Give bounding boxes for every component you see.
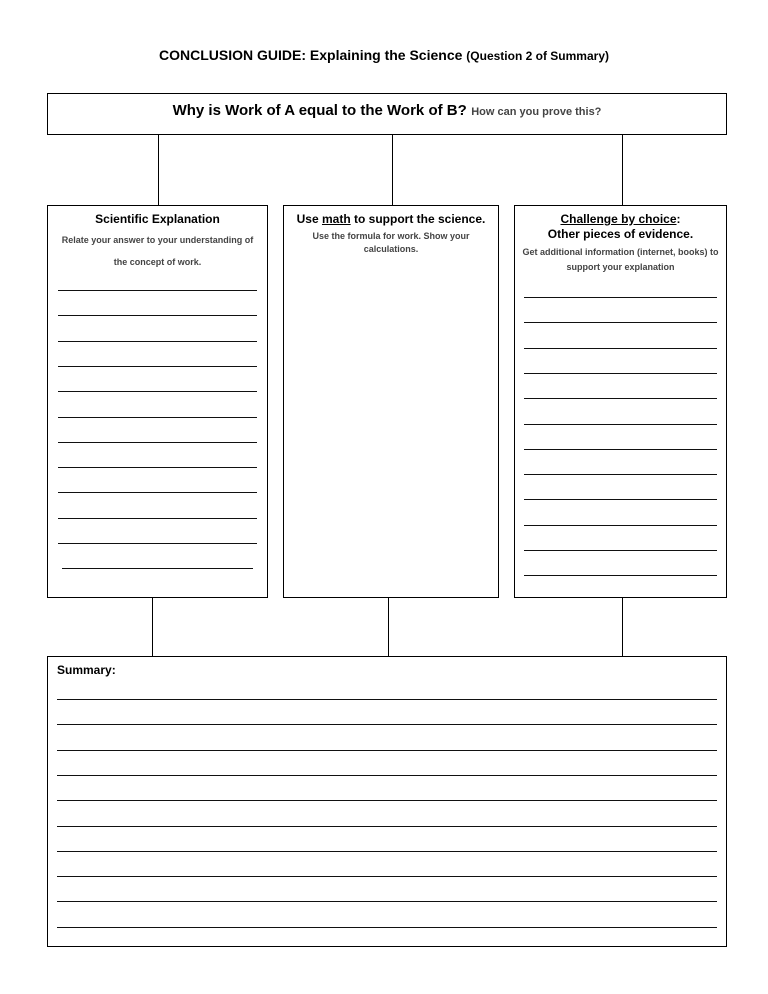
writing-line	[524, 297, 717, 298]
writing-line	[524, 550, 717, 551]
connector-line	[622, 135, 623, 205]
writing-line	[524, 348, 717, 349]
writing-line	[57, 699, 717, 700]
writing-line	[524, 398, 717, 399]
writing-line	[58, 366, 257, 367]
writing-line	[58, 543, 257, 544]
connector-line	[158, 135, 159, 205]
question-sub: How can you prove this?	[471, 106, 602, 118]
connector-line	[622, 598, 623, 656]
writing-line	[57, 724, 717, 725]
writing-line	[524, 575, 717, 576]
writing-line	[58, 492, 257, 493]
math-title-emphasis: math	[321, 212, 351, 226]
challenge-by-choice-box	[514, 205, 727, 598]
writing-line	[524, 424, 717, 425]
writing-line	[57, 901, 717, 902]
connector-line	[392, 135, 393, 205]
title-subtitle: (Question 2 of Summary)	[466, 49, 609, 63]
writing-line	[57, 826, 717, 827]
math-support-instructions: Use the formula for work. Show your calculations.	[312, 231, 470, 254]
writing-line	[58, 290, 257, 291]
writing-line	[524, 449, 717, 450]
writing-line	[524, 322, 717, 323]
title-main: CONCLUSION GUIDE: Explaining the Science	[159, 47, 463, 63]
writing-line	[57, 750, 717, 751]
writing-line	[524, 525, 717, 526]
challenge-instructions: Get additional information (internet, books) to support your explanation	[522, 247, 719, 272]
scientific-explanation-title: Scientific Explanation	[95, 212, 220, 226]
scientific-explanation-box	[47, 205, 268, 598]
scientific-explanation-instructions: Relate your answer to your understanding of the concept of work.	[61, 235, 254, 267]
writing-line	[58, 391, 257, 392]
question-box	[47, 93, 727, 135]
connector-line	[388, 598, 389, 656]
writing-line	[57, 851, 717, 852]
challenge-title-emphasis: Challenge by choice	[560, 212, 677, 226]
writing-line	[58, 442, 257, 443]
challenge-title-colon: :	[676, 212, 681, 226]
writing-line	[58, 315, 257, 316]
writing-line	[57, 775, 717, 776]
math-title-suffix: to support the science.	[354, 212, 486, 226]
writing-line	[58, 467, 257, 468]
writing-line	[524, 499, 717, 500]
writing-line	[57, 927, 717, 928]
math-support-box	[283, 205, 499, 598]
writing-line	[58, 341, 257, 342]
math-support-title	[284, 212, 498, 227]
challenge-title-line2: Other pieces of evidence.	[547, 227, 694, 241]
challenge-title	[515, 212, 726, 242]
writing-line	[58, 518, 257, 519]
connector-line	[152, 598, 153, 656]
question-main: Why is Work of A equal to the Work of B?	[172, 102, 467, 119]
writing-line	[57, 800, 717, 801]
writing-line	[62, 568, 253, 569]
summary-box	[47, 656, 727, 947]
summary-label: Summary:	[57, 663, 116, 677]
writing-line	[524, 373, 717, 374]
math-title-prefix: Use	[296, 212, 319, 226]
writing-line	[57, 876, 717, 877]
writing-line	[58, 417, 257, 418]
page-title	[0, 47, 768, 63]
writing-line	[524, 474, 717, 475]
